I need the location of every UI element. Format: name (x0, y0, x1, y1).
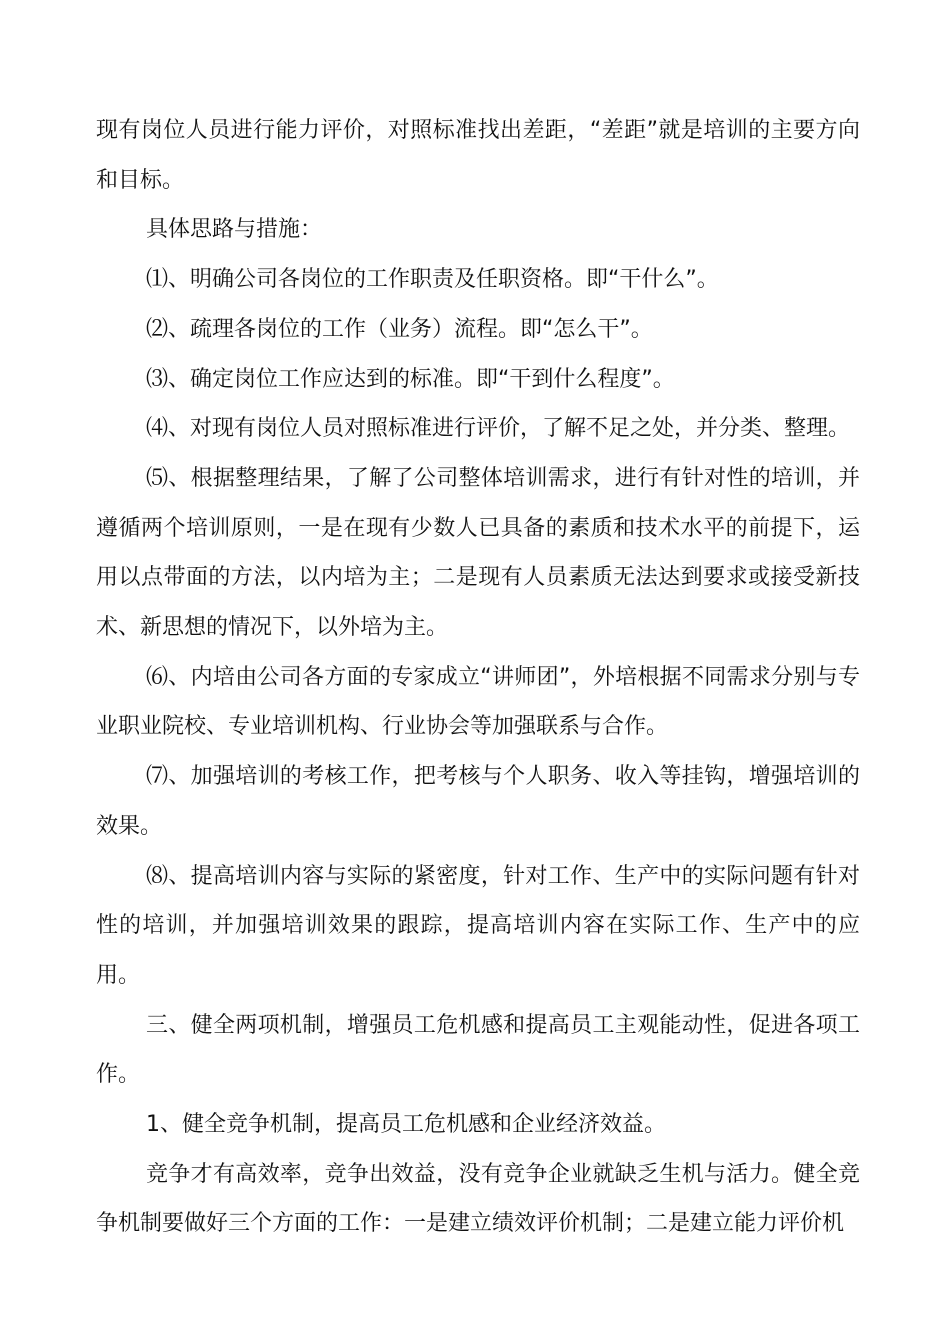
list-item-2: ⑵、疏理各岗位的工作（业务）流程。即“怎么干”。 (146, 316, 653, 342)
list-item-6: ⑹、内培由公司各方面的专家成立“讲师团”，外培根据不同需求分别与专业职业院校、专业培训机构、行业协会等加强联系与合作。 (96, 664, 860, 740)
section-heading-3: 三、健全两项机制，增强员工危机感和提高员工主观能动性，促进各项工作。 (96, 1012, 860, 1088)
paragraph-competition: 竞争才有高效率，竞争出效益，没有竞争企业就缺乏生机与活力。健全竞争机制要做好三个方面的工作：一是建立绩效评价机制；二是建立能力评价机 (96, 1161, 860, 1237)
list-item-7: ⑺、加强培训的考核工作，把考核与个人职务、收入等挂钩，增强培训的效果。 (96, 764, 860, 839)
list-item-1: ⑴、明确公司各岗位的工作职责及任职资格。即“干什么”。 (146, 267, 719, 293)
list-item-4: ⑷、对现有岗位人员对照标准进行评价，了解不足之处，并分类、整理。 (146, 416, 851, 442)
paragraph-continuation: 现有岗位人员进行能力评价，对照标准找出差距，“差距”就是培训的主要方向和目标。 (96, 118, 860, 193)
paragraph-approach-heading: 具体思路与措施： (146, 217, 323, 243)
document-body (96, 106, 860, 1249)
list-item-3: ⑶、确定岗位工作应达到的标准。即“干到什么程度”。 (146, 366, 675, 392)
list-item-5: ⑸、根据整理结果，了解了公司整体培训需求，进行有针对性的培训，并遵循两个培训原则，一是在现有少数人已具备的素质和技术水平的前提下，运用以点带面的方法，以内培为主；二是现有人员素质无法达到要求或接受新技术、新思想的情况下，以外培为主。 (96, 465, 860, 641)
list-item-8: ⑻、提高培训内容与实际的紧密度，针对工作、生产中的实际问题有针对性的培训，并加强培训效果的跟踪，提高培训内容在实际工作、生产中的应用。 (96, 863, 860, 988)
subsection-heading-1: 1、健全竞争机制，提高员工危机感和企业经济效益。 (146, 1112, 666, 1138)
